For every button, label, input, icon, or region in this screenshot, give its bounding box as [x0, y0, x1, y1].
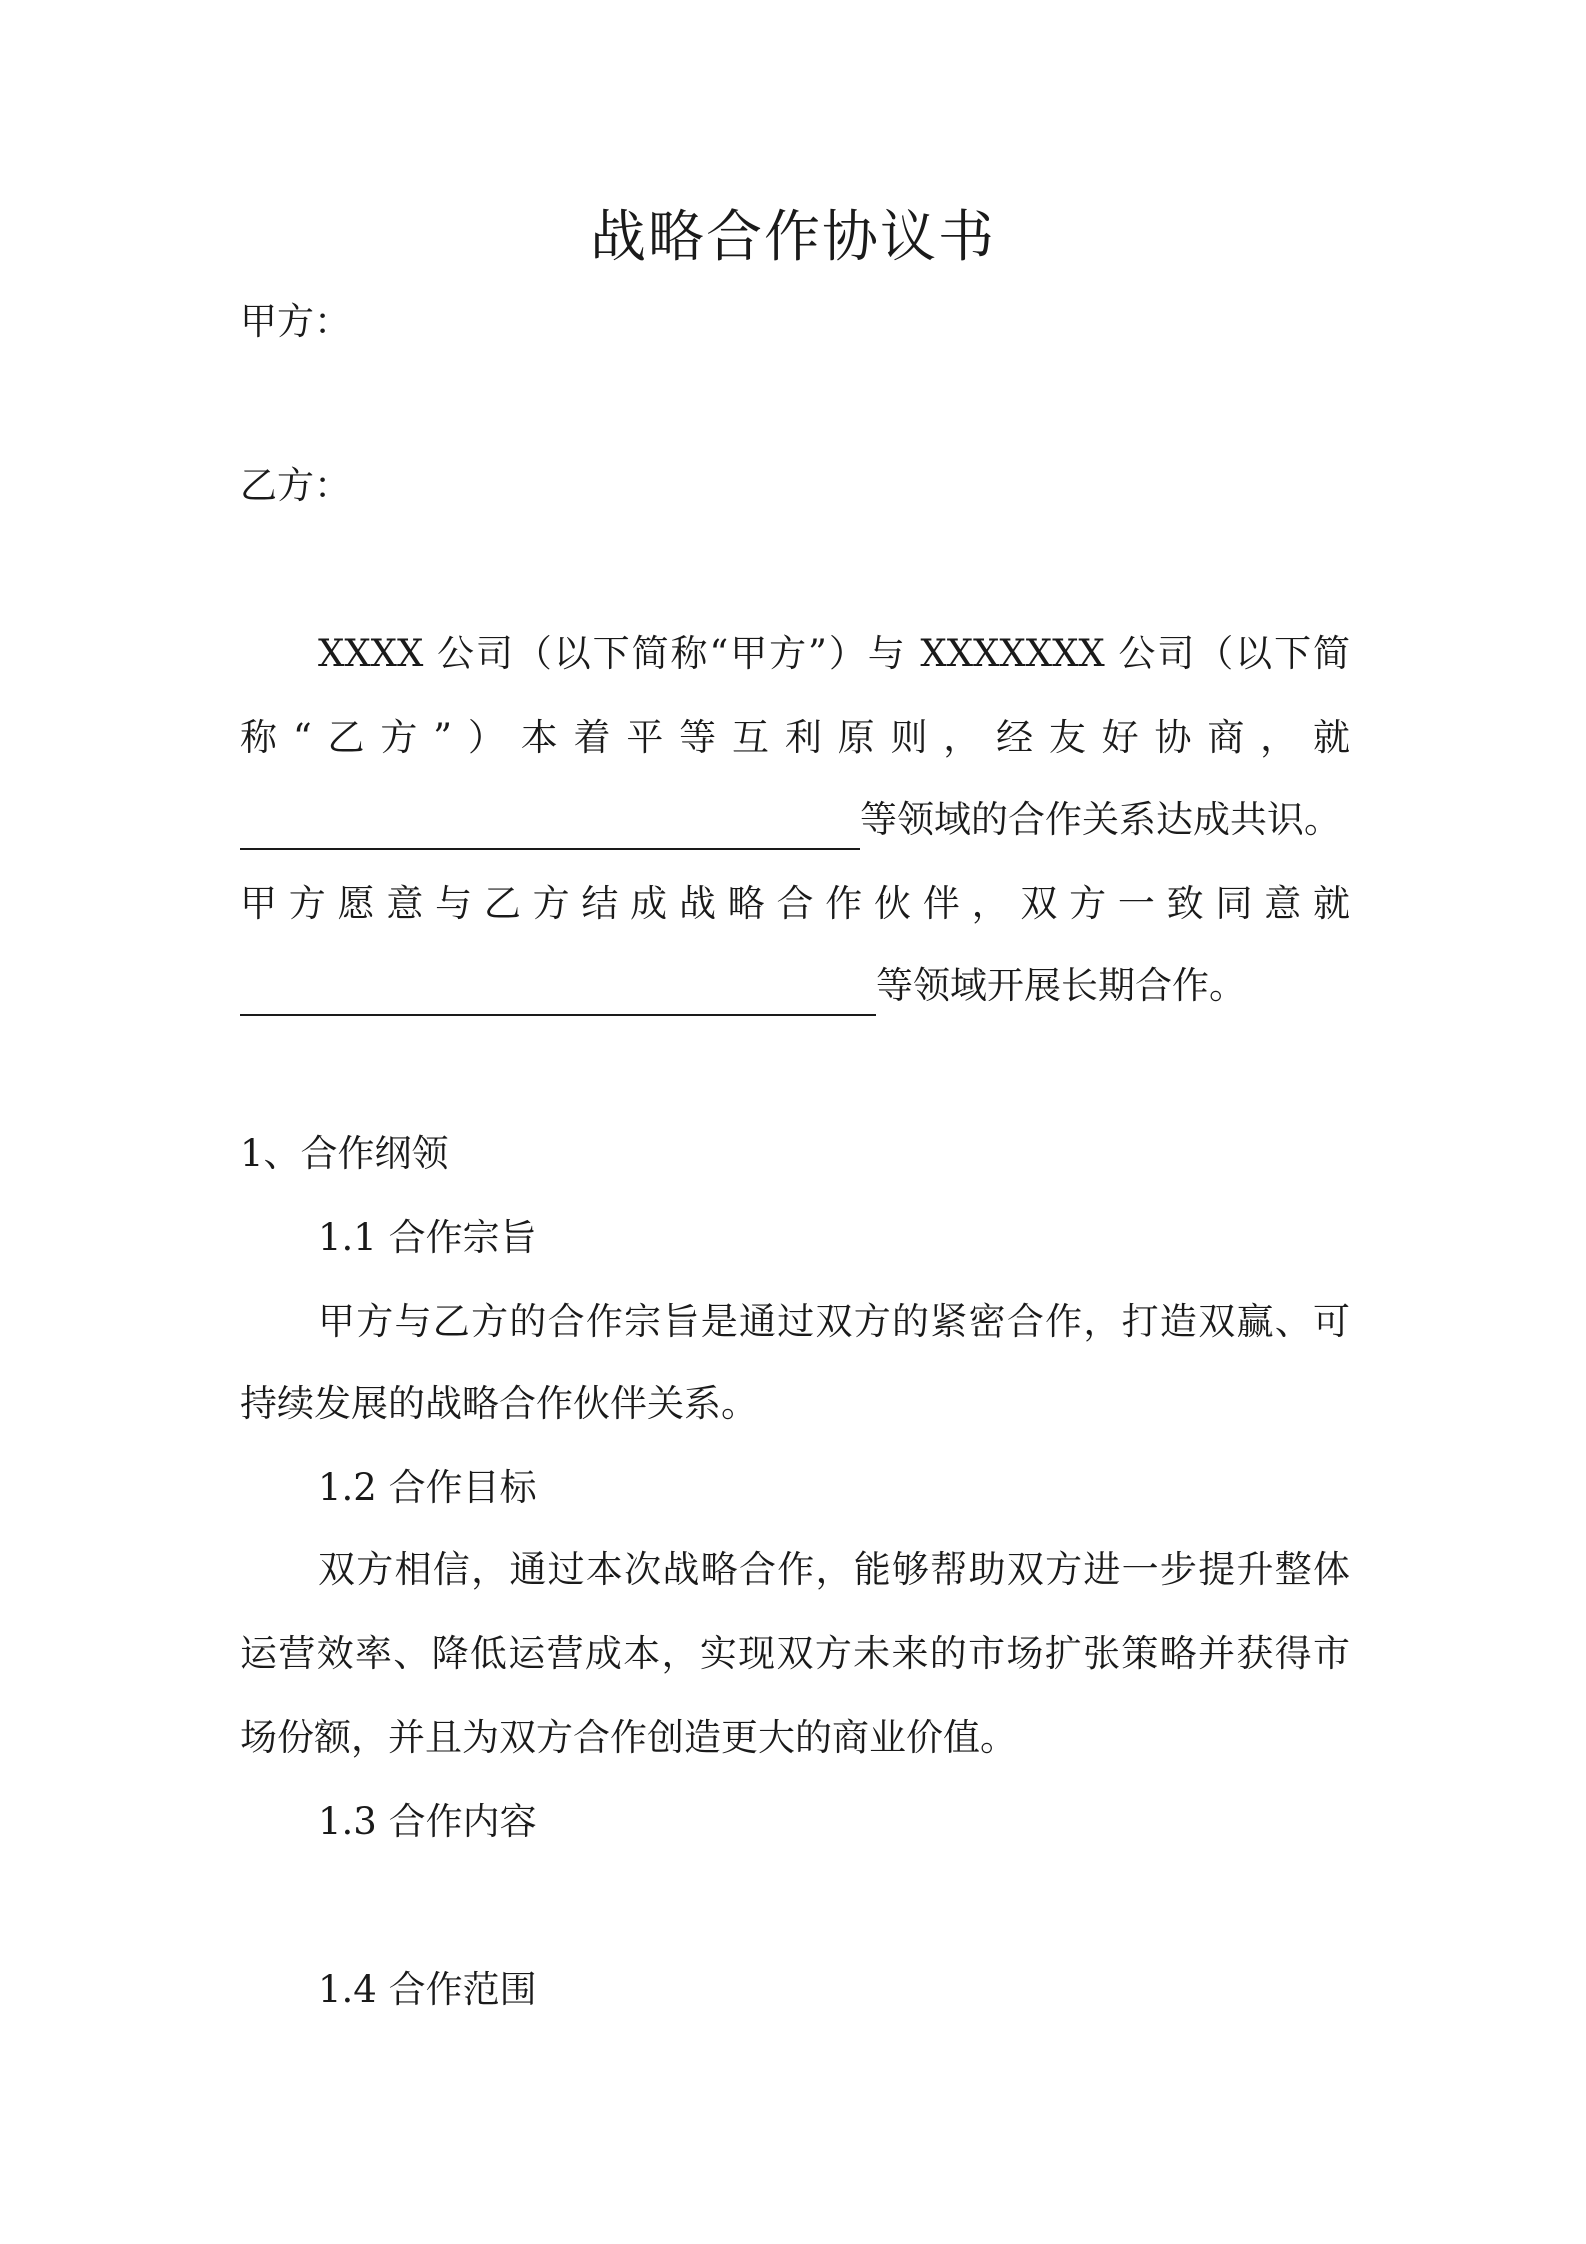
intro-line-2: 称“乙方”）本着平等互利原则，经友好协商，就: [240, 716, 1350, 759]
section-1-2-heading: 1.2 合作目标: [318, 1466, 537, 1509]
fill-in-blank[interactable]: [240, 804, 860, 850]
party-a-label: 甲方：: [240, 300, 351, 343]
section-1-heading: 1、合作纲领: [240, 1132, 449, 1175]
section-1-4-heading: 1.4 合作范围: [318, 1968, 537, 2011]
intro-line-3: [240, 790, 1350, 850]
section-1-2-line-3: 场份额，并且为双方合作创造更大的商业价值。: [240, 1716, 1017, 1759]
intro-line-4: 甲方愿意与乙方结成战略合作伙伴，双方一致同意就: [240, 882, 1350, 925]
section-1-2-line-1: 双方相信，通过本次战略合作，能够帮助双方进一步提升整体: [318, 1548, 1350, 1591]
party-b-label: 乙方：: [240, 464, 351, 507]
intro-line-1: XXXX 公司（以下简称“甲方”）与 XXXXXXX 公司（以下简: [318, 632, 1350, 675]
section-1-1-heading: 1.1 合作宗旨: [318, 1216, 537, 1259]
document-title: 战略合作协议书: [590, 205, 996, 270]
section-1-3-heading: 1.3 合作内容: [318, 1800, 537, 1843]
intro-line-3-text: 等领域的合作关系达成共识。: [860, 798, 1341, 841]
fill-in-blank[interactable]: [240, 970, 876, 1016]
intro-line-5: [240, 956, 1350, 1016]
section-1-1-line-2: 持续发展的战略合作伙伴关系。: [240, 1382, 758, 1425]
intro-line-5-text: 等领域开展长期合作。: [876, 964, 1246, 1007]
section-1-1-line-1: 甲方与乙方的合作宗旨是通过双方的紧密合作，打造双赢、可: [318, 1300, 1350, 1343]
section-1-2-line-2: 运营效率、降低运营成本，实现双方未来的市场扩张策略并获得市: [240, 1632, 1350, 1675]
